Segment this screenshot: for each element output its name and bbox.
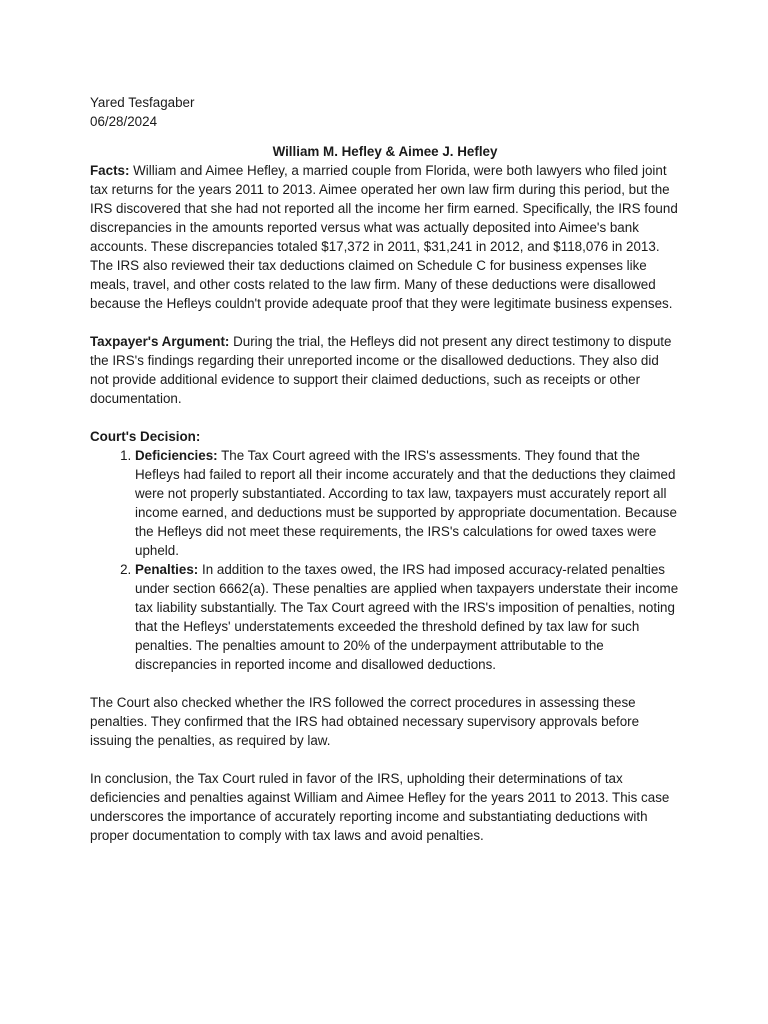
procedures-paragraph: The Court also checked whether the IRS followed the correct procedures in assessing these penalties. They confirmed that the IRS had obtained necessary supervisory approvals before issuing the penalties, as required by law. — [90, 695, 640, 748]
document-date: 06/28/2024 — [90, 114, 158, 129]
facts-label: Facts: — [90, 163, 130, 178]
argument-label: Taxpayer's Argument: — [90, 334, 230, 349]
decision-list — [90, 446, 680, 674]
decision-item-penalties — [135, 560, 680, 674]
penalties-label: Penalties: — [135, 562, 199, 577]
facts-text: William and Aimee Hefley, a married couple from Florida, were both lawyers who filed joint tax returns for the years 2011 to 2013. Aimee operated her own law firm during this period, but the IRS discovered that she had not reported all the income her firm earned. Specifically, the IRS found discrepancies in the amounts reported versus what was actually deposited into Aimee's bank accounts. These discrepancies totaled $17,372 in 2011, $31,241 in 2012, and $118,076 in 2013. The IRS also reviewed their tax deductions claimed on Schedule C for business expenses like meals, travel, and other costs related to the law firm. Many of these deductions were disallowed because the Hefleys couldn't provide adequate proof that they were legitimate business expenses. — [90, 163, 678, 311]
deficiencies-label: Deficiencies: — [135, 448, 218, 463]
author-name: Yared Tesfagaber — [90, 95, 195, 110]
document-page — [90, 93, 680, 845]
decision-item-deficiencies — [135, 446, 680, 560]
case-title: William M. Hefley & Aimee J. Hefley — [272, 144, 498, 159]
argument-paragraph — [90, 332, 680, 408]
deficiencies-text: The Tax Court agreed with the IRS's assessments. They found that the Hefleys had failed to report all their income accurately and that the deductions they claimed were not properly substantiated. According to tax law, taxpayers must accurately report all income earned, and deductions must be supported by appropriate documentation. Because the Hefleys did not meet these requirements, the IRS's calculations for owed taxes were upheld. — [135, 448, 677, 558]
penalties-text: In addition to the taxes owed, the IRS had imposed accuracy-related penalties under section 6662(a). These penalties are applied when taxpayers understate their income tax liability substantially. The Tax Court agreed with the IRS's imposition of penalties, noting that the Hefleys' understatements exceeded the threshold defined by tax law for such penalties. The penalties amount to 20% of the underpayment attributable to the discrepancies in reported income and disallowed deductions. — [135, 562, 679, 672]
conclusion-paragraph: In conclusion, the Tax Court ruled in favor of the IRS, upholding their determinations of tax deficiencies and penalties against William and Aimee Hefley for the years 2011 to 2013. This case underscores the importance of accurately reporting income and substantiating deductions with proper documentation to comply with tax laws and avoid penalties. — [90, 771, 670, 843]
decision-heading: Court's Decision: — [90, 429, 201, 444]
argument-text: During the trial, the Hefleys did not present any direct testimony to dispute the IRS's findings regarding their unreported income or the disallowed deductions. They also did not provide additional evidence to support their claimed deductions, such as receipts or other documentation. — [90, 334, 672, 406]
facts-paragraph — [90, 161, 680, 313]
